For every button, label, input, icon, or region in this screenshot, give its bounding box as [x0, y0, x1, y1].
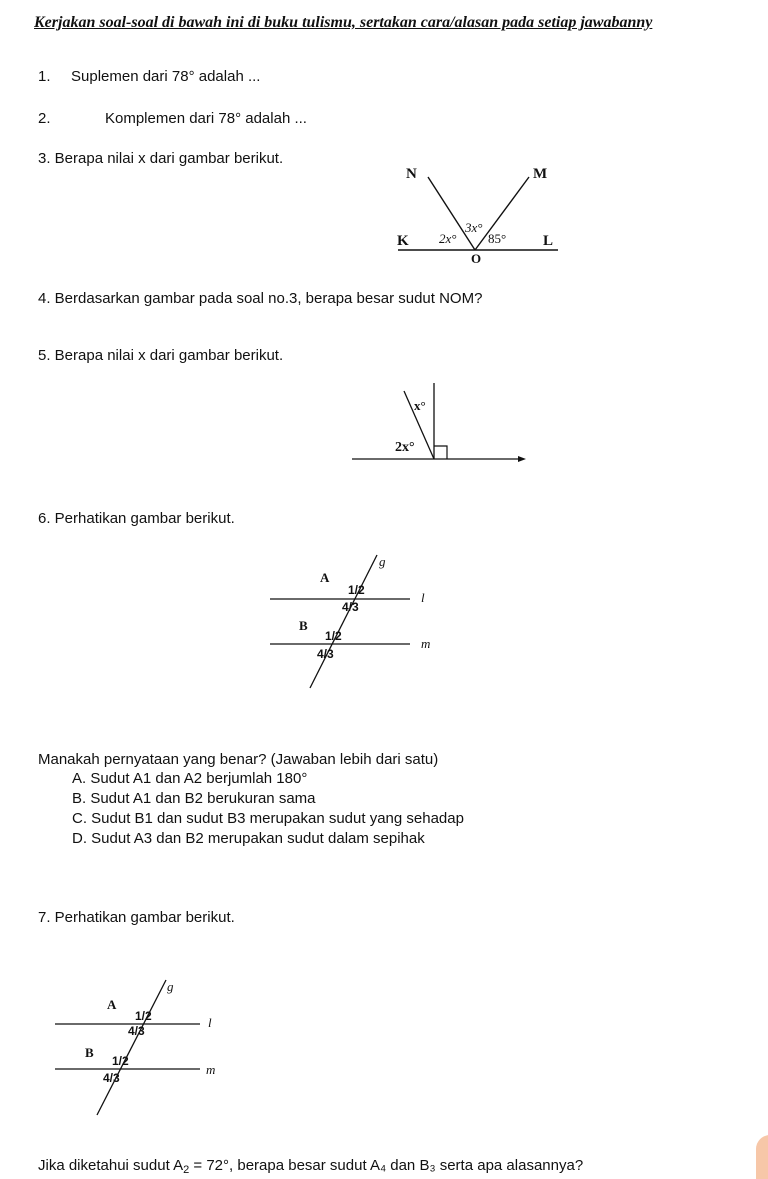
question-1-number: 1. — [38, 68, 51, 85]
angle-2x: 2x° — [439, 231, 457, 246]
angles-a-upper: 1/2 — [348, 583, 365, 597]
corner-decoration — [756, 1135, 768, 1179]
label-a: A — [320, 570, 330, 585]
label-l: l — [421, 590, 425, 605]
question-5-text: 5. Berapa nilai x dari gambar berikut. — [38, 347, 284, 364]
label-m: m — [421, 636, 431, 651]
arrowhead-icon — [518, 456, 526, 462]
label-m: M — [533, 166, 548, 182]
label-l: L — [543, 233, 554, 249]
question-4-text: 4. Berdasarkan gambar pada soal no.3, berapa besar sudut NOM? — [38, 290, 483, 307]
question-6-text: 6. Perhatikan gambar berikut. — [38, 510, 235, 527]
question-7-prompt-start: Jika diketahui sudut — [38, 1157, 174, 1174]
option-d: D. Sudut A3 dan B2 merupakan sudut dalam sepihak — [72, 830, 425, 847]
question-3-text: 3. Berapa nilai x dari gambar berikut. — [38, 150, 284, 167]
question-7-prompt-end: , berapa besar sudut A₄ dan B₃ serta apa alasannya? — [229, 1157, 584, 1174]
question-1-text: Suplemen dari 78° adalah ... — [71, 68, 261, 85]
right-angle-marker — [434, 446, 447, 459]
question-2-text: Komplemen dari 78° adalah ... — [105, 110, 307, 127]
angles-a-lower: 4/3 — [342, 600, 359, 614]
question-3-figure — [380, 150, 580, 270]
label-a: A — [107, 997, 117, 1012]
option-a: A. Sudut A1 dan A2 berjumlah 180° — [72, 770, 308, 787]
question-7-figure — [50, 977, 240, 1117]
label-o: O — [471, 251, 482, 266]
question-7-text: 7. Perhatikan gambar berikut. — [38, 909, 235, 926]
angle-85: 85° — [488, 231, 507, 246]
question-2-number: 2. — [38, 110, 51, 127]
label-g: g — [379, 554, 386, 569]
angle-x: x° — [414, 398, 426, 413]
question-7-angle-a-subscript: 2 — [183, 1164, 190, 1176]
angles-a-upper: 1/2 — [135, 1009, 152, 1023]
option-b: B. Sudut A1 dan B2 berukuran sama — [72, 790, 316, 807]
angles-a-lower: 4/3 — [128, 1024, 145, 1038]
instruction-heading: Kerjakan soal-soal di bawah ini di buku tulismu, sertakan cara/alasan pada setiap jawabanny — [34, 14, 653, 31]
label-k: K — [397, 233, 409, 249]
angle-3x: 3x° — [465, 220, 483, 235]
angles-b-upper: 1/2 — [325, 629, 342, 643]
angles-b-lower: 4/3 — [103, 1071, 120, 1085]
label-l: l — [208, 1015, 212, 1030]
label-n: N — [406, 166, 417, 182]
question-5-figure — [340, 380, 540, 475]
label-b: B — [299, 618, 308, 633]
angles-b-upper: 1/2 — [112, 1054, 129, 1068]
label-g: g — [167, 979, 174, 994]
label-b: B — [85, 1045, 94, 1060]
question-6-figure — [265, 552, 455, 692]
angle-2x: 2x° — [395, 440, 415, 455]
label-m: m — [206, 1062, 216, 1077]
question-7-prompt — [38, 1157, 583, 1176]
option-c: C. Sudut B1 dan sudut B3 merupakan sudut yang sehadap — [72, 810, 464, 827]
question-7-angle-a: A — [173, 1157, 184, 1174]
angles-b-lower: 4/3 — [317, 647, 334, 661]
question-7-angle-value: = 72° — [189, 1157, 230, 1174]
question-6-prompt: Manakah pernyataan yang benar? (Jawaban lebih dari satu) — [38, 751, 439, 768]
